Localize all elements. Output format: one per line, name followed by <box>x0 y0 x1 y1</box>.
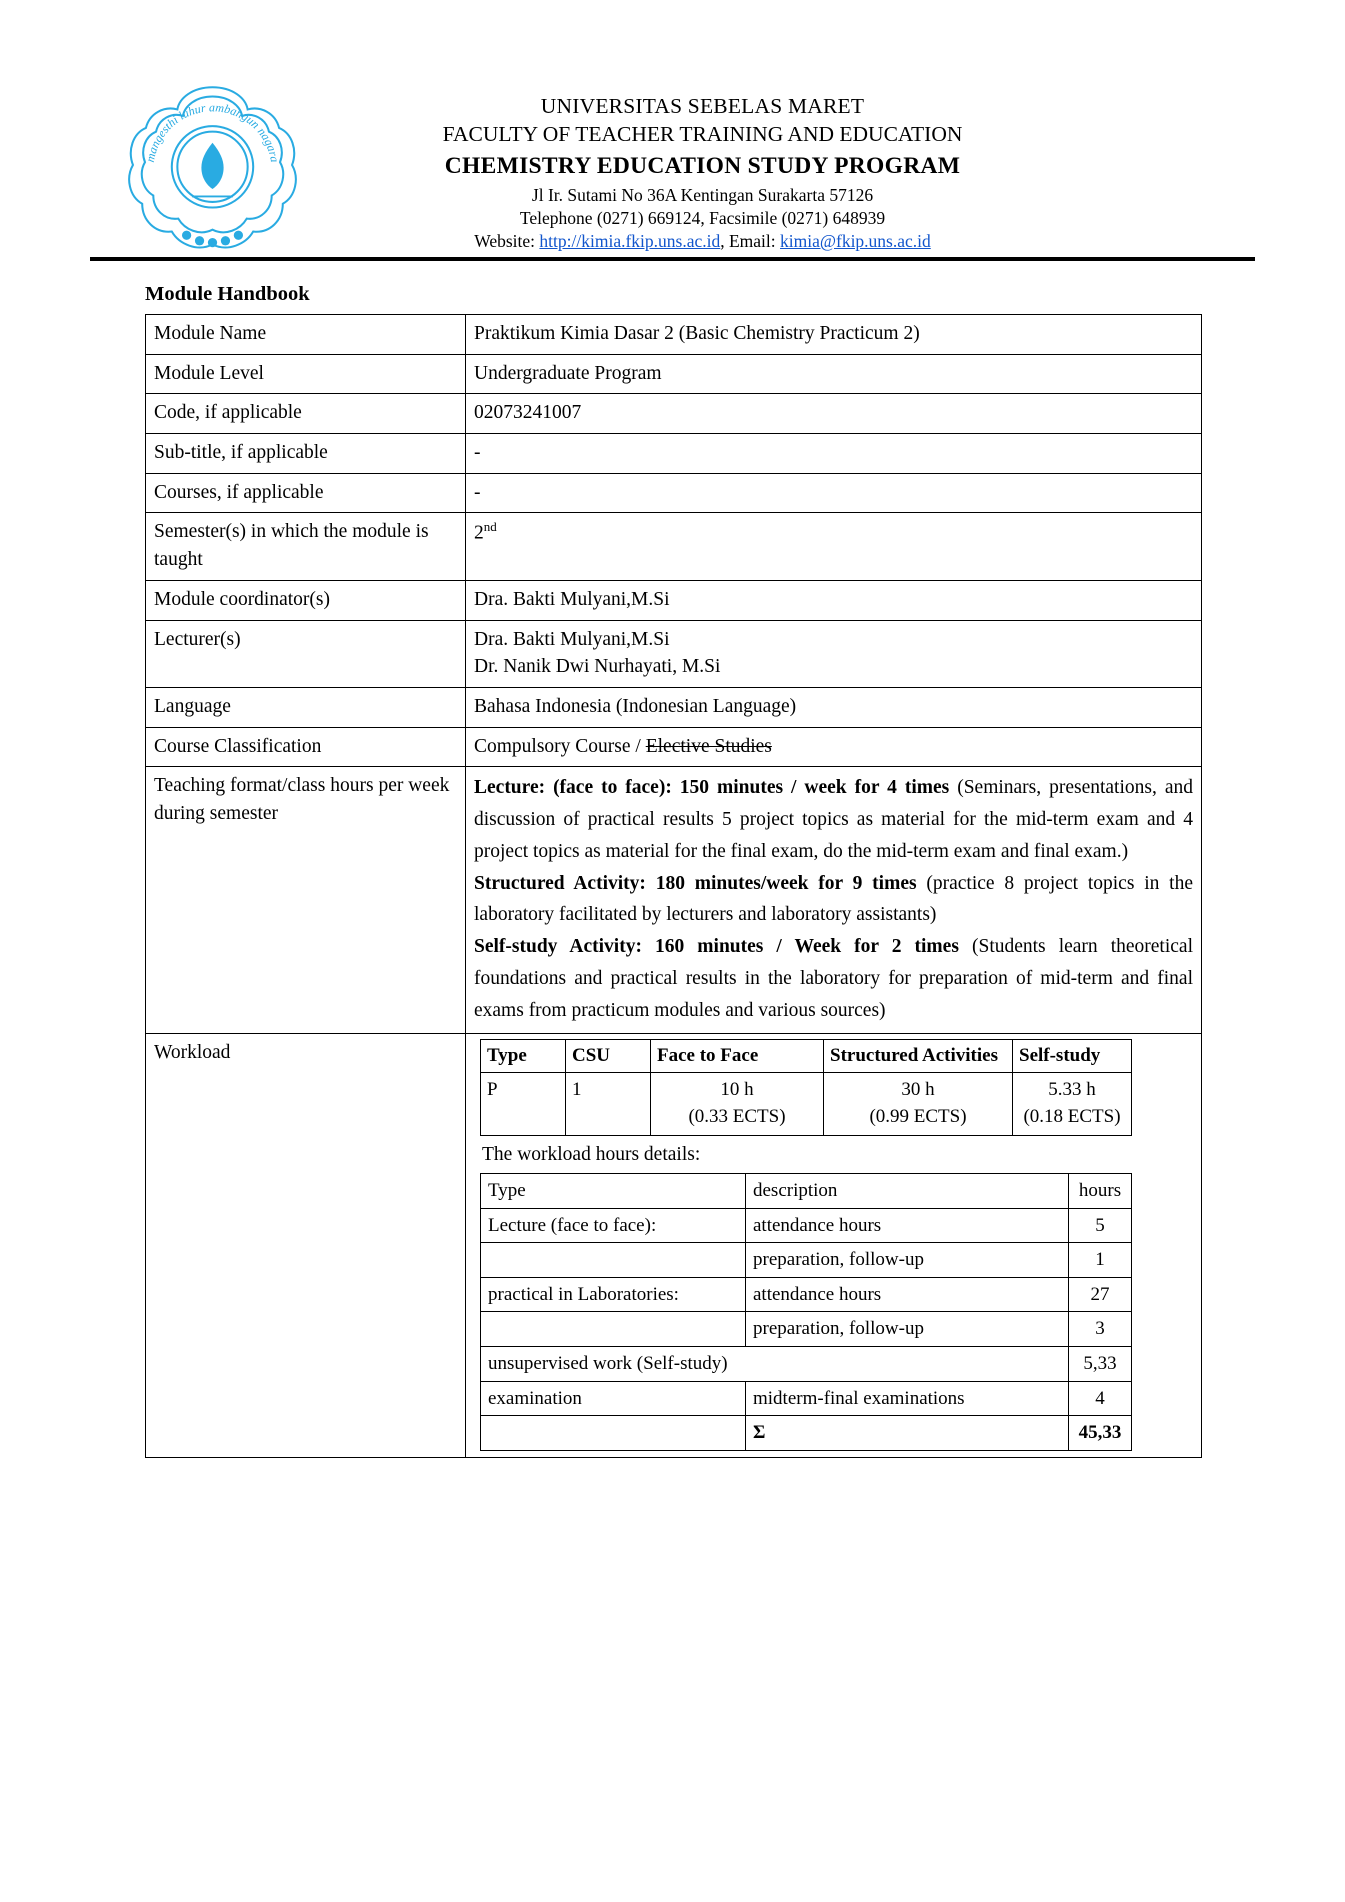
workload-summary-table <box>480 1039 1132 1137</box>
cell-type: unsupervised work (Self-study) <box>481 1347 1069 1382</box>
row-value: Praktikum Kimia Dasar 2 (Basic Chemistry Practicum 2) <box>466 315 1202 355</box>
table-row <box>481 1073 1132 1136</box>
uns-logo-icon <box>120 78 305 263</box>
workload-details-table <box>480 1173 1132 1451</box>
classification-compulsory: Compulsory Course / <box>474 735 646 757</box>
cell-hours: 1 <box>1069 1243 1132 1278</box>
cell-structured <box>824 1073 1013 1136</box>
study-program-name: CHEMISTRY EDUCATION STUDY PROGRAM <box>444 152 961 179</box>
col-header-type: Type <box>481 1039 566 1073</box>
self-study-detail: (Students learn theoretical foundations and practical results in the laboratory for preparation of mid-term and final exams from practicum modules and various sources) <box>474 936 1193 1021</box>
classification-elective-struck: Elective Studies <box>645 735 772 757</box>
row-value <box>466 620 1202 687</box>
cell-hours: 5,33 <box>1069 1347 1132 1382</box>
page-title: Module Handbook <box>145 283 310 306</box>
structured-ects: (0.99 ECTS) <box>869 1106 967 1128</box>
row-value: Undergraduate Program <box>466 354 1202 394</box>
row-label: Teaching format/class hours per week during semester <box>146 767 466 1033</box>
table-row <box>481 1208 1132 1243</box>
cell-hours: 3 <box>1069 1312 1132 1347</box>
cell-hours: 4 <box>1069 1381 1132 1416</box>
table-row <box>146 727 1202 767</box>
table-header-row <box>481 1039 1132 1073</box>
cell-sum-symbol: Σ <box>746 1416 1069 1451</box>
row-label: Semester(s) in which the module is taught <box>146 513 466 580</box>
self-study-heading: Self-study Activity: 160 minutes / Week for 2 times <box>474 936 959 958</box>
phone-line: Telephone (0271) 669124, Facsimile (0271) 648939 <box>519 207 886 228</box>
cell-total-hours: 45,33 <box>1069 1416 1132 1451</box>
web-email-line <box>150 230 1255 253</box>
row-label: Lecturer(s) <box>146 620 466 687</box>
teaching-format-paragraph-1 <box>474 772 1193 867</box>
cell-type: P <box>481 1073 566 1136</box>
faculty-name: FACULTY OF TEACHER TRAINING AND EDUCATION <box>442 122 963 147</box>
cell-type: practical in Laboratories: <box>481 1277 746 1312</box>
table-row <box>481 1381 1132 1416</box>
cell-type: Lecture (face to face): <box>481 1208 746 1243</box>
website-link[interactable]: http://kimia.fkip.uns.ac.id <box>539 230 721 251</box>
row-label: Module coordinator(s) <box>146 580 466 620</box>
cell-description: preparation, follow-up <box>746 1243 1069 1278</box>
module-handbook-table <box>145 314 1202 1458</box>
row-value: - <box>466 473 1202 513</box>
self-study-hours: 5.33 h <box>1048 1079 1096 1101</box>
table-row-total <box>481 1416 1132 1451</box>
row-value: Dra. Bakti Mulyani,M.Si <box>466 580 1202 620</box>
email-label: , Email: <box>720 230 781 251</box>
table-row <box>146 687 1202 727</box>
cell-type <box>481 1243 746 1278</box>
row-label: Code, if applicable <box>146 394 466 434</box>
website-label: Website: <box>474 230 540 251</box>
table-row <box>146 354 1202 394</box>
structured-hours: 30 h <box>901 1079 935 1101</box>
col-header-hours: hours <box>1069 1173 1132 1208</box>
row-value: Bahasa Indonesia (Indonesian Language) <box>466 687 1202 727</box>
col-header-csu: CSU <box>566 1039 651 1073</box>
col-header-type: Type <box>481 1173 746 1208</box>
table-row <box>481 1347 1132 1382</box>
structured-activity-heading: Structured Activity: 180 minutes/week for 9 times <box>474 872 917 894</box>
cell-csu: 1 <box>566 1073 651 1136</box>
semester-number: 2 <box>474 522 484 544</box>
cell-description: attendance hours <box>746 1208 1069 1243</box>
structured-activity-detail: (practice 8 project topics in the laboratory facilitated by lecturers and laboratory assistants) <box>474 872 1193 926</box>
table-row <box>146 434 1202 474</box>
table-row <box>146 620 1202 687</box>
teaching-format-paragraph-2 <box>474 868 1193 932</box>
col-header-self-study: Self-study <box>1013 1039 1132 1073</box>
lecture-detail: (Seminars, presentations, and discussion of practical results 5 project topics as material for the mid-term exam and 4 project topics as material for the final exam, do the mid-term exam and final exam.) <box>474 777 1193 862</box>
cell-type: examination <box>481 1381 746 1416</box>
row-label: Courses, if applicable <box>146 473 466 513</box>
workload-content <box>480 1039 1193 1451</box>
row-label: Workload <box>146 1033 466 1457</box>
university-name: UNIVERSITAS SEBELAS MARET <box>540 94 865 118</box>
row-label: Language <box>146 687 466 727</box>
svg-text:mangesthi luhur ambangun nagar: mangesthi luhur ambangun nagara <box>142 100 283 164</box>
row-value: 02073241007 <box>466 394 1202 434</box>
face-to-face-hours: 10 h <box>720 1079 754 1101</box>
table-row <box>146 394 1202 434</box>
table-row <box>481 1312 1132 1347</box>
cell-description: attendance hours <box>746 1277 1069 1312</box>
row-value <box>466 767 1202 1033</box>
cell-hours: 27 <box>1069 1277 1132 1312</box>
cell-type <box>481 1416 746 1451</box>
table-row <box>146 580 1202 620</box>
self-study-ects: (0.18 ECTS) <box>1023 1106 1121 1128</box>
cell-type <box>481 1312 746 1347</box>
col-header-face-to-face: Face to Face <box>651 1039 824 1073</box>
row-label: Module Level <box>146 354 466 394</box>
lecturer-name-1: Dra. Bakti Mulyani,M.Si <box>474 628 670 650</box>
table-row-workload <box>146 1033 1202 1457</box>
face-to-face-ects: (0.33 ECTS) <box>688 1106 786 1128</box>
table-row <box>146 473 1202 513</box>
table-row <box>146 513 1202 580</box>
table-row <box>146 315 1202 355</box>
col-header-description: description <box>746 1173 1069 1208</box>
row-value <box>466 727 1202 767</box>
teaching-format-paragraph-3 <box>474 931 1193 1026</box>
row-value: - <box>466 434 1202 474</box>
email-link[interactable]: kimia@fkip.uns.ac.id <box>780 230 931 251</box>
row-label: Module Name <box>146 315 466 355</box>
lecture-heading: Lecture: (face to face): 150 minutes / week for 4 times <box>474 777 950 799</box>
cell-hours: 5 <box>1069 1208 1132 1243</box>
col-header-structured-activities: Structured Activities <box>824 1039 1013 1073</box>
letterhead <box>90 70 1255 261</box>
table-row-teaching-format <box>146 767 1202 1033</box>
workload-details-note: The workload hours details: <box>482 1144 701 1166</box>
row-value <box>466 1033 1202 1457</box>
row-value <box>466 513 1202 580</box>
cell-description: preparation, follow-up <box>746 1312 1069 1347</box>
address-line: Jl Ir. Sutami No 36A Kentingan Surakarta 57126 <box>531 184 874 205</box>
table-row <box>481 1277 1132 1312</box>
cell-self-study <box>1013 1073 1132 1136</box>
row-label: Course Classification <box>146 727 466 767</box>
lecturer-name-2: Dr. Nanik Dwi Nurhayati, M.Si <box>474 656 721 678</box>
cell-face-to-face <box>651 1073 824 1136</box>
table-row <box>481 1243 1132 1278</box>
semester-ordinal-suffix: nd <box>483 519 497 535</box>
row-label: Sub-title, if applicable <box>146 434 466 474</box>
cell-description: midterm-final examinations <box>746 1381 1069 1416</box>
table-header-row <box>481 1173 1132 1208</box>
